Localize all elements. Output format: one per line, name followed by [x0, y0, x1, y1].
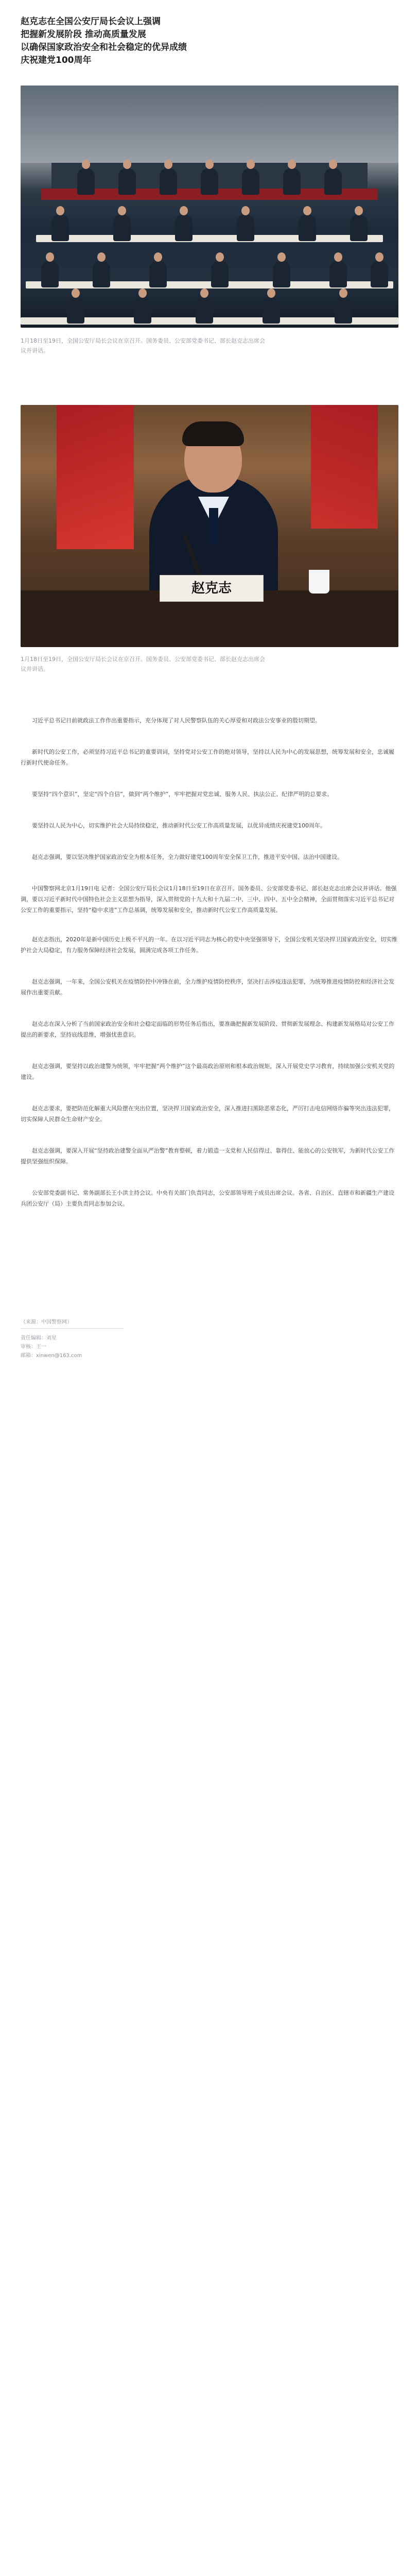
headline-line: 把握新发展阶段 推动高质量发展 — [21, 29, 146, 40]
paragraph: 赵克志强调，要坚持以政治建警为统领，牢牢把握“两个维护”这个最高政治原则和根本政治规矩，深入开展党史学习教育，持续加强公安机关党的建设。 — [21, 1063, 395, 1080]
paragraph: 赵克志强调，要深入开展“坚持政治建警全面从严治警”教育整顿，着力锻造一支党和人民信得过、靠得住、能放心的公安铁军，为新时代公安工作提供坚强组织保障。 — [21, 1147, 395, 1165]
paragraph: 赵克志强调，要以坚决维护国家政治安全为根本任务，全力做好建党100周年安全保卫工作，推进平安中国、法治中国建设。 — [32, 854, 343, 860]
headline-line: 赵克志在全国公安厅局长会议上强调 — [21, 16, 161, 27]
paragraph: 要坚持以人民为中心，切实维护社会大局持续稳定，推动新时代公安工作高质量发展，以优异成绩庆祝建党100周年。 — [32, 822, 326, 829]
audience-figure — [350, 214, 368, 241]
necktie — [209, 508, 218, 544]
headline-line: 庆祝建党100周年 — [21, 55, 92, 65]
audience-figure — [67, 297, 84, 324]
speaker-hair — [182, 421, 244, 446]
tea-cup — [309, 570, 329, 594]
audience-figure — [149, 261, 167, 287]
paragraph: 新时代的公安工作，必须坚持习近平总书记的重要训词，坚持党对公安工作的绝对领导，坚持以人民为中心的发展思想，统筹发展和安全，忠诚履行新时代使命任务。 — [21, 749, 394, 766]
audience-figure — [335, 297, 352, 324]
audience-figure — [273, 261, 290, 287]
paragraph: 赵克志要求，要把防范化解重大风险摆在突出位置，坚决捍卫国家政治安全，深入推进扫黑除恶常态化，严厉打击电信网络诈骗等突出违法犯罪，切实保障人民群众生命财产安全。 — [21, 1105, 394, 1123]
paragraph: 赵克志强调，一年来，全国公安机关在疫情防控中冲锋在前，全力维护疫情防控秩序，坚决打击涉疫违法犯罪，为统筹推进疫情防控和经济社会发展作出重要贡献。 — [21, 978, 394, 996]
audience-figure — [41, 261, 59, 287]
audience-figure — [134, 297, 151, 324]
paragraph: 公安部党委副书记、常务副部长王小洪主持会议。中央有关部门负责同志，公安部领导班子成员出席会议。各省、自治区、直辖市和新疆生产建设兵团公安厅（局）主要负责同志参加会议。 — [21, 1190, 394, 1207]
headline-line: 以确保国家政治安全和社会稳定的优异成绩 — [21, 42, 187, 53]
paragraph: 赵克志在深入分析了当前国家政治安全和社会稳定面临的形势任务后指出，要准确把握新发展阶段、贯彻新发展理念、构建新发展格局对公安工作提出的新要求，坚持底线思维，增强忧患意识。 — [21, 1021, 394, 1038]
audience-figure — [93, 261, 110, 287]
official-figure — [283, 168, 301, 195]
audience-figure — [263, 297, 280, 324]
editor-credit: 责任编辑：刘星 — [21, 1335, 57, 1341]
official-figure — [118, 168, 136, 195]
conference-hall-photo — [21, 86, 398, 328]
article-body — [21, 715, 398, 1209]
paragraph: 赵克志指出，2020年是新中国历史上极不平凡的一年。在以习近平同志为核心的党中央坚强领导下，全国公安机关坚决捍卫国家政治安全，切实维护社会大局稳定，有力服务保障经济社会发展，圆满完成各项工作任务。 — [21, 936, 397, 954]
official-figure — [201, 168, 218, 195]
paragraph: 习近平总书记日前就政法工作作出重要指示，充分体现了对人民警察队伍的关心厚爱和对政法公安事业的殷切期望。 — [32, 717, 321, 724]
paragraph: 要坚持“四个意识”，坚定“四个自信”，做到“两个维护”，牢牢把握对党忠诚、服务人民、执法公正、纪律严明的总要求。 — [32, 791, 333, 798]
nameplate: 赵克志 — [160, 575, 264, 602]
red-flag — [311, 405, 378, 529]
footer-divider — [21, 1328, 124, 1329]
audience-figure — [113, 214, 131, 241]
audience-figure — [51, 214, 69, 241]
audience-figure — [371, 261, 388, 287]
paragraph: 中国警察网北京1月19日电 记者：全国公安厅局长会议1月18日至19日在京召开。国务委员、公安部党委书记、部长赵克志出席会议并讲话。他强调，要以习近平新时代中国特色社会主义思想为指导，深入贯彻党的十九大和十九届二中、三中、四中、五中全会精神，全面贯彻落实习近平总书记对公安工作的重要指示，坚持“稳中求进”工作总基调，统筹发展和安全，推动新时代公安工作高质量发展。 — [21, 885, 397, 913]
article-source: （来源：中国警察网） — [21, 1319, 72, 1325]
audience-figure — [299, 214, 316, 241]
audience-figure — [329, 261, 347, 287]
footer-meta — [21, 1334, 398, 1360]
audience-figure — [196, 297, 213, 324]
stage-backdrop — [21, 86, 398, 163]
photo-caption: 1月18日至19日，全国公安厅局长会议在京召开。国务委员、公安部党委书记、部长赵克志出席会议并讲话。 — [21, 656, 265, 672]
audience-figure — [237, 214, 254, 241]
red-flag — [57, 405, 134, 549]
official-figure — [324, 168, 342, 195]
photo-caption: 1月18日至19日，全国公安厅局长会议在京召开。国务委员、公安部党委书记、部长赵克志出席会议并讲话。 — [21, 337, 265, 354]
official-figure — [77, 168, 95, 195]
audience-figure — [211, 261, 229, 287]
speaker-photo — [21, 405, 398, 647]
official-figure — [242, 168, 259, 195]
contact-email: 邮箱：xinwen@163.com — [21, 1353, 82, 1359]
review-credit: 审核：王一 — [21, 1344, 46, 1350]
headline — [21, 15, 398, 67]
official-figure — [160, 168, 177, 195]
audience-figure — [175, 214, 193, 241]
audience-desk — [36, 235, 383, 242]
